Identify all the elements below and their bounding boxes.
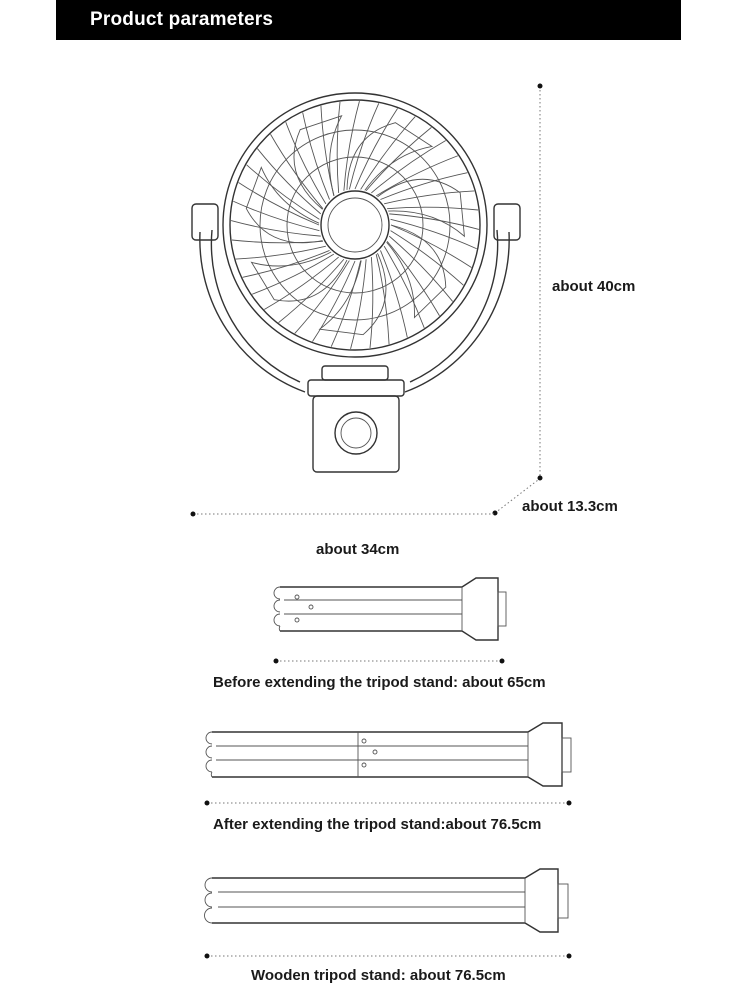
grille-spoke [370,257,373,348]
grille-spoke [264,257,338,309]
section-title: Product parameters [90,9,274,30]
fan-illustration [192,93,520,472]
grille-spoke [387,207,478,210]
grille-spoke [384,246,424,328]
tripod-wooden-illustration [205,869,572,959]
grille-spoke [371,141,445,193]
grille-spoke [389,214,479,230]
tripod-before-illustration [274,578,507,664]
fan-blade [294,116,342,210]
tripod-after-illustration [205,723,572,806]
grille-spoke [252,254,334,294]
grille-spoke [337,102,340,193]
grille-spoke [233,201,319,230]
fan-blade [387,225,446,318]
height-label: about 40cm [552,278,636,295]
tripod-before-label: Before extending the tripod stand: about 65cm [213,674,546,691]
fan-blade [252,252,347,301]
grille-spoke [349,103,378,189]
width-label: about 34cm [316,541,400,558]
grille-spoke [279,259,344,322]
grille-spoke [231,221,321,237]
width-dimension [191,512,495,517]
tripod-after-label: After extending the tripod stand:about 76.5cm [213,816,542,833]
grille-spoke [344,101,360,191]
height-dimension [538,84,543,481]
tripod-wooden-label: Wooden tripod stand: about 76.5cm [251,967,506,984]
grille-spoke [257,149,320,214]
depth-label: about 13.3cm [522,498,618,515]
grille-spoke [271,134,323,208]
